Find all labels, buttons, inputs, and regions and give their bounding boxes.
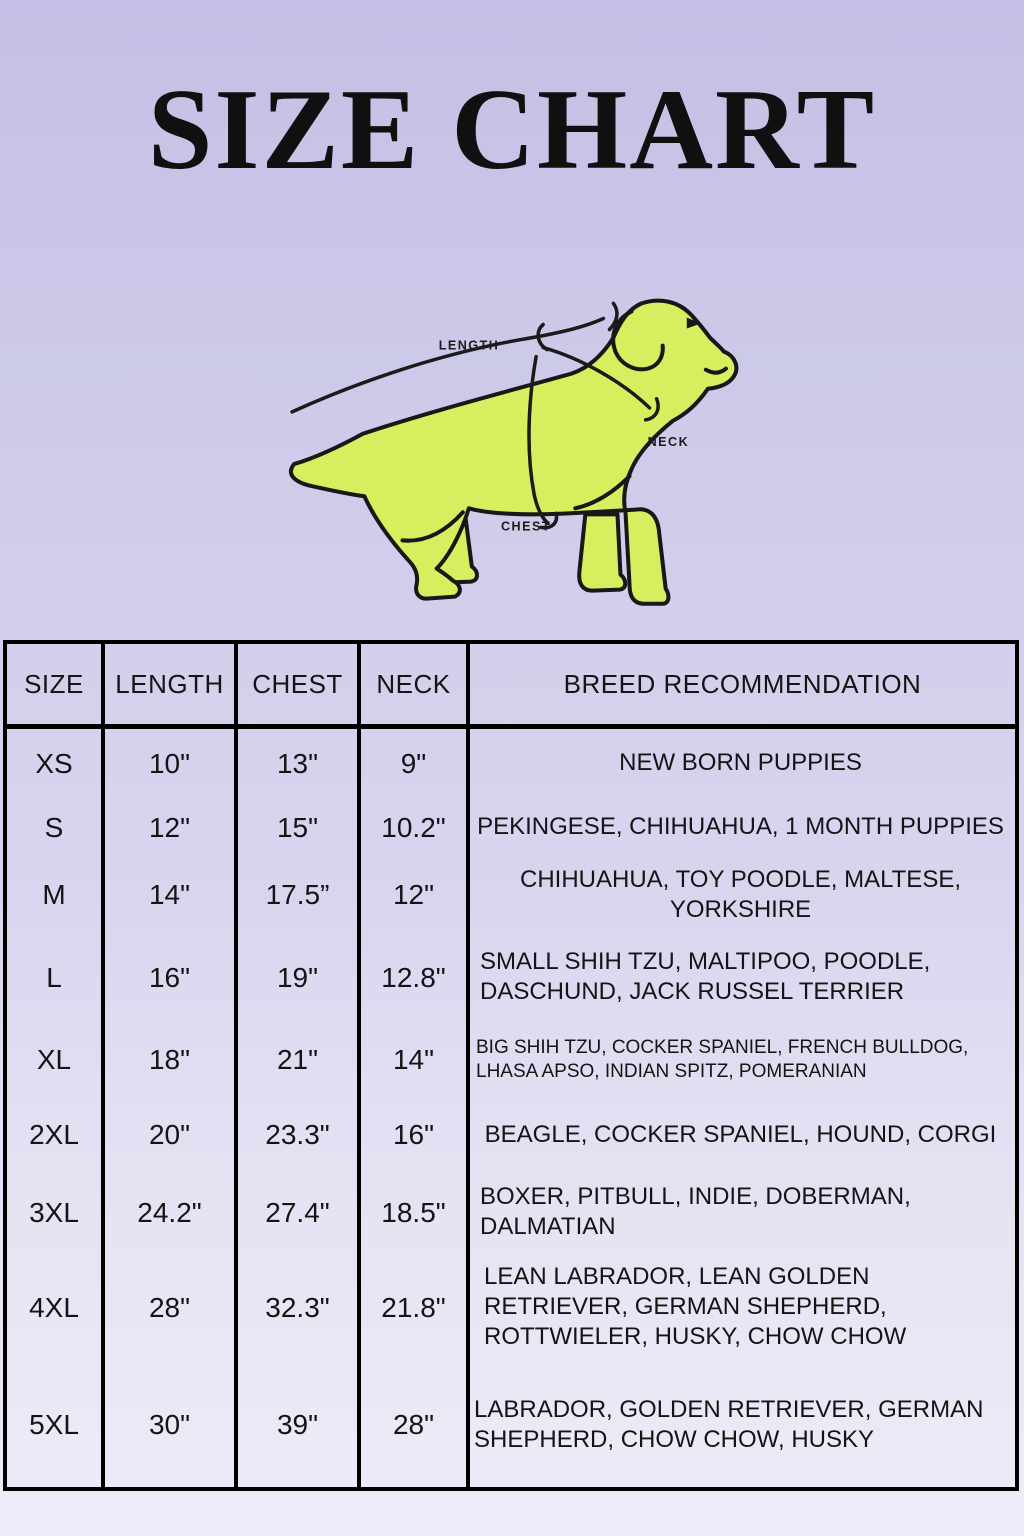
breed-cell (466, 1252, 1015, 1362)
chest-cell: 17.5” (234, 857, 357, 932)
chest-cell: 23.3" (234, 1097, 357, 1172)
size-cell: L (46, 961, 62, 993)
length-cell: 24.2" (101, 1172, 234, 1252)
length-cell: 18" (101, 1022, 234, 1097)
neck-cell: 12.8" (357, 932, 466, 1022)
breed-cell (466, 1097, 1015, 1172)
size-cell: 3XL (29, 1196, 79, 1228)
breed-cell (466, 729, 1015, 797)
breed-line: DASCHUND, JACK RUSSEL TERRIER (480, 978, 905, 1005)
chest-cell: 19" (234, 932, 357, 1022)
page-title: SIZE CHART (147, 66, 877, 194)
neck-cell: 28" (357, 1362, 466, 1487)
breed-line: DALMATIAN (480, 1213, 616, 1240)
size-table (3, 640, 1019, 1491)
breed-line: LEAN LABRADOR, LEAN GOLDEN (484, 1263, 870, 1290)
breed-line: SHEPHERD, CHOW CHOW, HUSKY (474, 1425, 875, 1453)
length-cell: 14" (101, 857, 234, 932)
header-breed: BREED RECOMMENDATION (466, 644, 1015, 724)
breed-cell (466, 1362, 1015, 1487)
breed-cell (466, 797, 1015, 857)
chest-cell: 13" (234, 729, 357, 797)
length-cell: 28" (101, 1252, 234, 1362)
breed-line: BIG SHIH TZU, COCKER SPANIEL, FRENCH BULLDOG, (476, 1036, 969, 1058)
size-cell: XL (36, 1044, 72, 1075)
header-chest: CHEST (234, 644, 357, 724)
breed-line: PEKINGESE, CHIHUAHUA, 1 MONTH PUPPIES (477, 813, 1004, 840)
breed-cell (466, 932, 1015, 1022)
breed-line: YORKSHIRE (669, 895, 812, 923)
neck-cell: 14" (357, 1022, 466, 1097)
chest-cell: 27.4" (234, 1172, 357, 1252)
breed-line: CHIHUAHUA, TOY POODLE, MALTESE, (520, 865, 961, 893)
size-cell: M (42, 879, 66, 910)
header-length: LENGTH (101, 644, 234, 724)
length-label: LENGTH (438, 338, 500, 353)
breed-line: NEW BORN PUPPIES (619, 749, 862, 776)
table-row (7, 1252, 1015, 1362)
table-header-row (7, 644, 1015, 729)
breed-cell (466, 1022, 1015, 1097)
size-cell: 2XL (29, 1119, 79, 1150)
size-cell: 4XL (29, 1291, 79, 1323)
length-cell: 30" (101, 1362, 234, 1487)
chest-cell: 32.3" (234, 1252, 357, 1362)
size-cell: XS (35, 747, 73, 779)
table-body (7, 729, 1015, 1487)
header-neck: NECK (357, 644, 466, 724)
length-cell: 16" (101, 932, 234, 1022)
breed-line: LABRADOR, GOLDEN RETRIEVER, GERMAN (474, 1395, 984, 1423)
header-size: SIZE (24, 668, 84, 699)
chest-label: CHEST (500, 519, 552, 534)
table-row (7, 729, 1015, 797)
breed-line: ROTTWIELER, HUSKY, CHOW CHOW (484, 1323, 907, 1350)
chest-cell: 39" (234, 1362, 357, 1487)
size-cell: S (44, 811, 64, 843)
table-row (7, 797, 1015, 857)
length-cell: 12" (101, 797, 234, 857)
table-row (7, 1097, 1015, 1172)
table-row (7, 932, 1015, 1022)
table-row (7, 1022, 1015, 1097)
size-cell: 5XL (29, 1409, 79, 1440)
chest-cell: 21" (234, 1022, 357, 1097)
breed-line: RETRIEVER, GERMAN SHEPHERD, (484, 1293, 887, 1320)
neck-cell: 16" (357, 1097, 466, 1172)
breed-line: LHASA APSO, INDIAN SPITZ, POMERANIAN (476, 1060, 867, 1082)
table-row (7, 1172, 1015, 1252)
neck-cell: 12" (357, 857, 466, 932)
table-row (7, 1362, 1015, 1487)
breed-line: SMALL SHIH TZU, MALTIPOO, POODLE, (480, 948, 931, 975)
chest-cell: 15" (234, 797, 357, 857)
neck-cell: 21.8" (357, 1252, 466, 1362)
table-row (7, 857, 1015, 932)
breed-line: BOXER, PITBULL, INDIE, DOBERMAN, (480, 1183, 911, 1210)
neck-cell: 9" (357, 729, 466, 797)
length-cell: 10" (101, 729, 234, 797)
breed-line: BEAGLE, COCKER SPANIEL, HOUND, CORGI (484, 1120, 997, 1148)
dog-measurement-diagram (278, 260, 740, 624)
neck-cell: 18.5" (357, 1172, 466, 1252)
dog-body (291, 301, 736, 604)
length-cell: 20" (101, 1097, 234, 1172)
neck-label: NECK (647, 435, 690, 450)
breed-cell (466, 857, 1015, 932)
neck-cell: 10.2" (357, 797, 466, 857)
breed-cell (466, 1172, 1015, 1252)
dog-far-front-leg (579, 514, 625, 590)
